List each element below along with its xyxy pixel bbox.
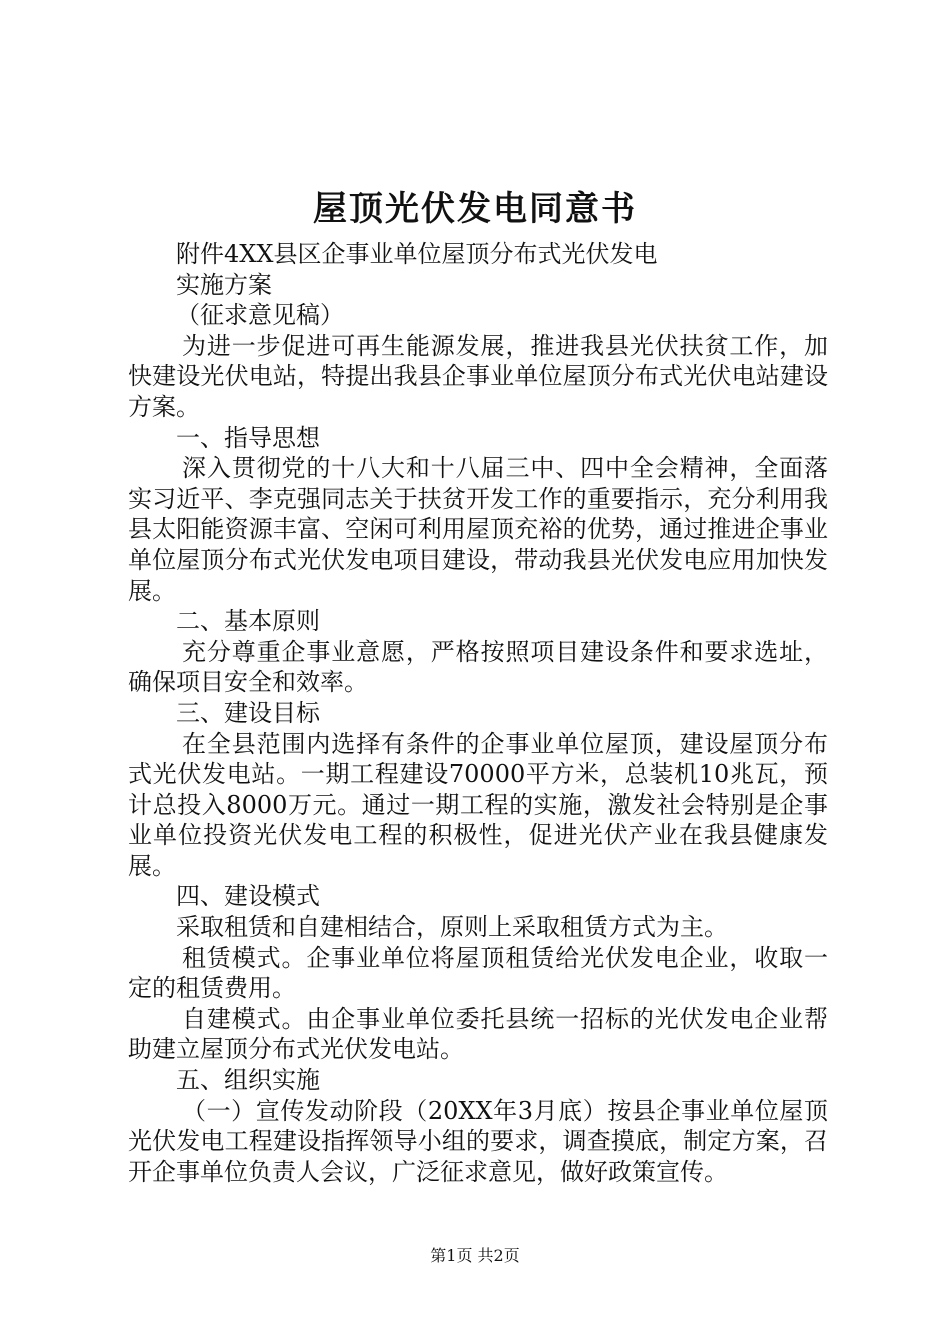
page-number: 第1页 共2页 — [430, 1246, 520, 1265]
section-heading-1: 一、指导思想 — [176, 423, 320, 452]
section-paragraph-3: 在全县范围内选择有条件的企事业单位屋顶，建设屋顶分布式光伏发电站。一期工程建设70000平方米，总装机10兆瓦，预计总投入8000万元。通过一期工程的实施，激发社会特别是企事业单位投资光伏发电工程的积极性，促进光伏产业在我县健康发展。 — [128, 729, 828, 880]
self-build-paragraph: 自建模式。由企事业单位委托县统一招标的光伏发电企业帮助建立屋顶分布式光伏发电站。 — [128, 1004, 828, 1064]
section-heading-3: 三、建设目标 — [176, 698, 320, 727]
section-heading-2: 二、基本原则 — [176, 607, 320, 636]
attachment-heading: 附件4XX县区企事业单位屋顶分布式光伏发电 — [176, 240, 658, 268]
section-paragraph-5: （一）宣传发动阶段（20XX年3月底）按县企事业单位屋顶光伏发电工程建设指挥领导小组的要求，调查摸底，制定方案，召开企事单位负责人会议，广泛征求意见，做好政策宣传。 — [128, 1096, 828, 1186]
section-paragraph-1: 深入贯彻党的十八大和十八届三中、四中全会精神，全面落实习近平、李克强同志关于扶贫开发工作的重要指示，充分利用我县太阳能资源丰富、空闲可利用屋顶充裕的优势，通过推进企事业单位屋顶分布式光伏发电项目建设，带动我县光伏发电应用加快发展。 — [128, 454, 828, 605]
section-paragraph-2: 充分尊重企事业意愿，严格按照项目建设条件和要求选址，确保项目安全和效率。 — [128, 637, 828, 697]
lease-mode-paragraph: 租赁模式。企事业单位将屋顶租赁给光伏发电企业，收取一定的租赁费用。 — [128, 943, 828, 1003]
document-title: 屋顶光伏发电同意书 — [313, 189, 637, 229]
intro-paragraph: 为进一步促进可再生能源发展，推进我县光伏扶贫工作，加快建设光伏电站，特提出我县企事业单位屋顶分布式光伏电站建设方案。 — [128, 331, 828, 421]
section-heading-5: 五、组织实施 — [176, 1066, 320, 1095]
plan-heading: 实施方案 — [176, 270, 272, 299]
document-body — [128, 239, 828, 1187]
section-heading-4: 四、建设模式 — [176, 882, 320, 911]
section-paragraph-4: 采取租赁和自建相结合，原则上采取租赁方式为主。 — [176, 913, 728, 942]
draft-note: （征求意见稿） — [176, 301, 344, 330]
